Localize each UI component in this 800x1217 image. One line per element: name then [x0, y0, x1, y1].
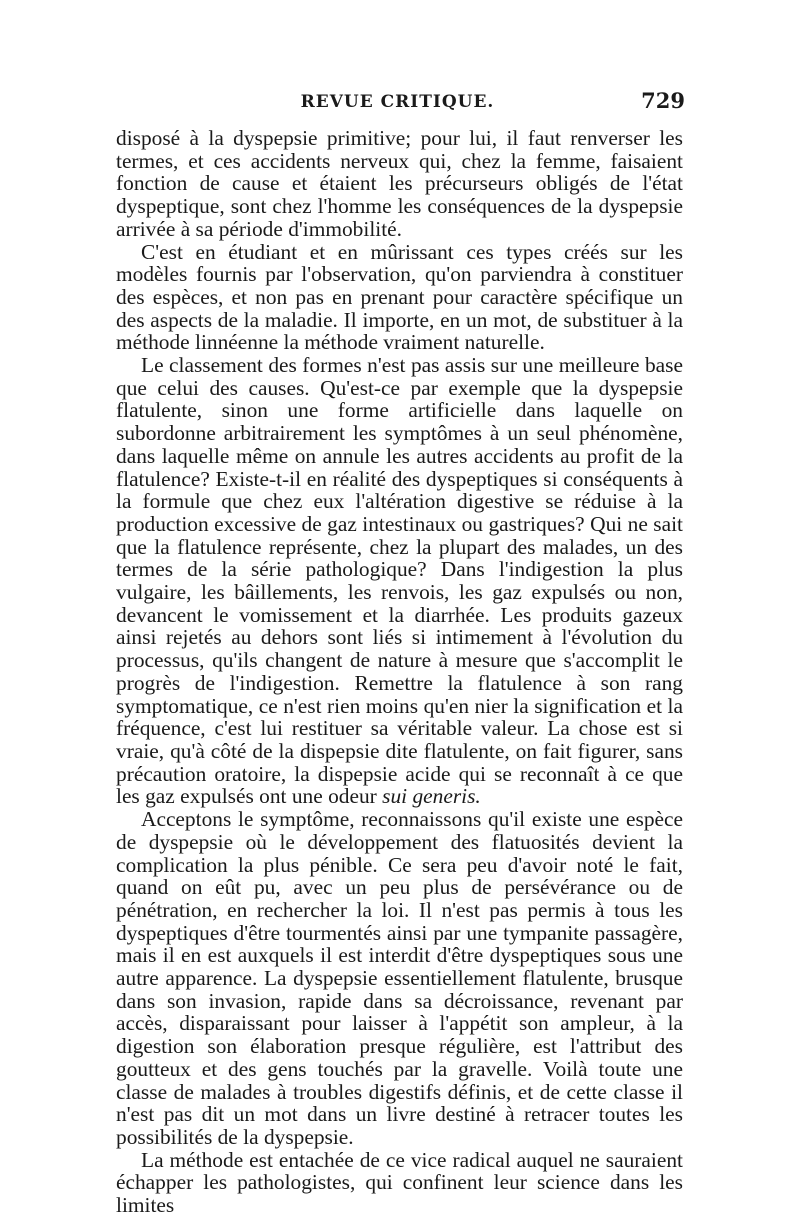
page-number: 729: [641, 88, 685, 113]
running-title: REVUE CRITIQUE.: [300, 92, 495, 112]
body-text: [116, 127, 683, 1217]
paragraph: Acceptons le symptôme, reconnaissons qu'il existe une espèce de dyspepsie où le développement des flatuosités devient la complication la plus pénible. Ce sera peu d'avoir noté le fait, quand on eût pu, avec un peu plus de persévérance ou de pénétration, en rechercher la loi. Il n'est pas permis à tous les dyspeptiques d'être tourmentés ainsi par une tympanite passagère, mais il en est auxquels il est interdit d'être dyspeptiques sous une autre apparence. La dyspepsie essentiellement flatulente, brusque dans son invasion, rapide dans sa décroissance, revenant par accès, disparaissant pour laisser à l'appétit son ampleur, à la digestion son élaboration presque régulière, est l'attribut des goutteux et des gens touchés par la gravelle. Voilà toute une classe de malades à troubles digestifs définis, et de cette classe il n'est pas dit un mot dans un livre destiné à retracer toutes les possibilités de la dyspepsie.: [116, 807, 683, 1149]
page-header: [110, 88, 685, 118]
paragraph-text: Le classement des formes n'est pas assis sur une meilleure base que celui des causes. Qu'est-ce par exemple que la dyspepsie flatulente, sinon une forme artificielle dans laquelle on subordonne arbitrairement les symptômes à un seul phénomène, dans laquelle même on annule les autres accidents au profit de la flatulence? Existe-t-il en réalité des dyspeptiques si conséquents à la formule que chez eux l'altération digestive se réduise à la production excessive de gaz intestinaux ou gastriques? Qui ne sait que la flatulence représente, chez la plupart des malades, un des termes de la série pathologique? Dans l'indigestion la plus vulgaire, les bâillements, les renvois, les gaz expulsés ou non, devancent le vomissement et la diarrhée. Les produits gazeux ainsi rejetés au dehors sont liés si intimement à l'évolution du processus, qu'ils changent de nature à mesure que s'accomplit le progrès de l'indigestion. Remettre la flatulence à son rang symptomatique, ce n'est rien moins qu'en nier la signification et la fréquence, c'est lui restituer sa véritable valeur. La chose est si vraie, qu'à côté de la dispepsie dite flatulente, on fait figurer, sans précaution oratoire, la dispepsie acide qui se reconnaît à ce que les gaz expulsés ont une odeur: [116, 353, 683, 809]
paragraph: La méthode est entachée de ce vice radical auquel ne sauraient échapper les pathologistes, qui confinent leur science dans les limites: [116, 1147, 683, 1217]
paragraph-continuation: disposé à la dyspepsie primitive; pour lui, il faut renverser les termes, et ces accidents nerveux qui, chez la femme, faisaient fonction de cause et étaient les précurseurs obligés de l'état dyspeptique, sont chez l'homme les conséquences de la dyspepsie arrivée à sa période d'immobilité.: [116, 126, 683, 241]
italic-phrase: sui generis.: [382, 784, 481, 809]
paragraph: [116, 354, 683, 808]
paragraph: C'est en étudiant et en mûrissant ces types créés sur les modèles fournis par l'observation, qu'on parviendra à constituer des espèces, et non pas en prenant pour caractère spécifique un des aspects de la maladie. Il importe, en un mot, de substituer à la méthode linnéenne la méthode vraiment naturelle.: [116, 239, 683, 355]
